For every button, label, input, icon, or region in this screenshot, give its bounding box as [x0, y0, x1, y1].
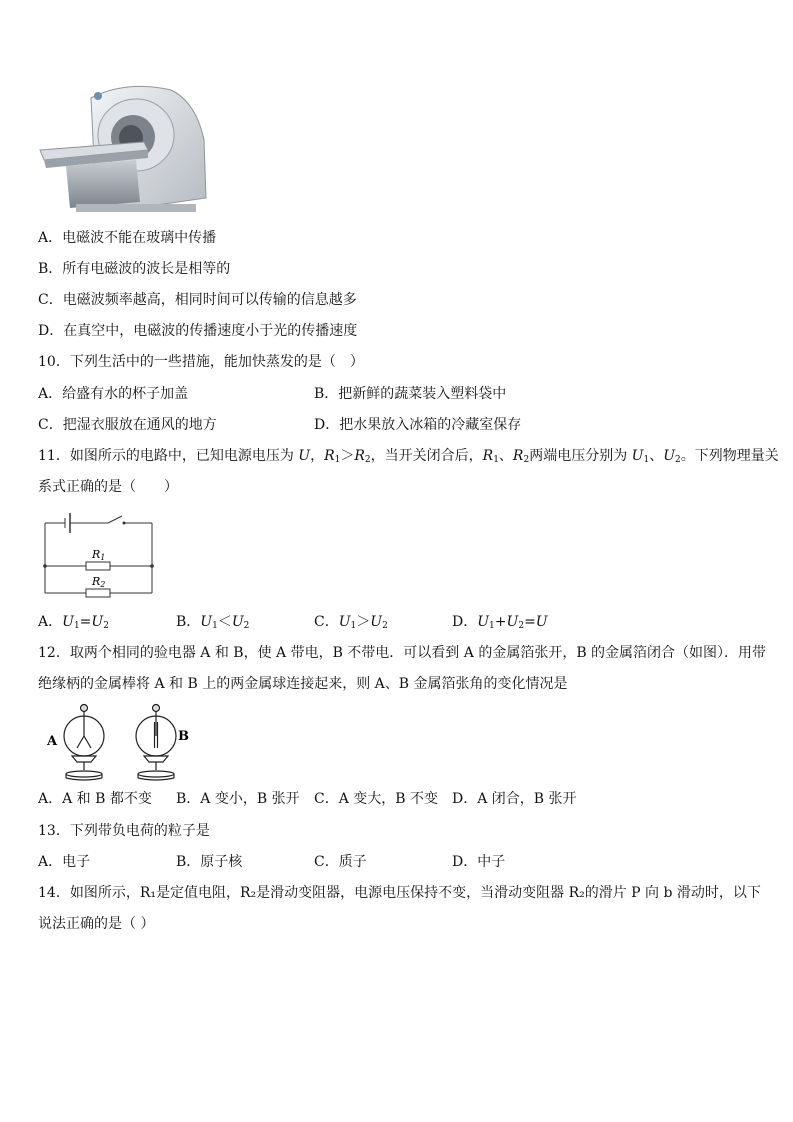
q9-option-d: D．在真空中，电磁波的传播速度小于光的传播速度 [38, 323, 358, 339]
q12-option-d: D．A 闭合，B 张开 [452, 791, 577, 807]
q11-option-a: A．$U_1=U_2$ [38, 614, 109, 631]
q12-electroscope-diagram [44, 702, 204, 784]
q13-option-b: B．原子核 [176, 854, 243, 870]
q13-option-d: D．中子 [452, 854, 506, 870]
q11-option-b: B．$U_1<U_2$ [176, 614, 250, 631]
q10-option-b: B．把新鲜的蔬菜装入塑料袋中 [314, 386, 507, 402]
q10-option-d: D．把水果放入冰箱的冷藏室保存 [314, 417, 522, 433]
q11-circuit-diagram [38, 508, 158, 600]
electroscope-b-label: B [178, 729, 189, 744]
q9-option-c: C．电磁波频率越高，相同时间可以传输的信息越多 [38, 292, 357, 308]
mri-scanner-image [36, 80, 211, 215]
q11-option-c: C．$U_1>U_2$ [314, 614, 388, 631]
electroscope-a-label: A [47, 734, 58, 749]
q10-option-c: C．把湿衣服放在通风的地方 [38, 417, 217, 433]
q11-stem-line2: 系式正确的是（ ） [38, 479, 178, 495]
q10-option-a: A．给盛有水的杯子加盖 [38, 386, 189, 402]
q11-stem: 11．如图所示的电路中，已知电源电压为 U，$R_1>R_2$，当开关闭合后，$R_1$、$R_2$两端电压分别为 $U_1$、$U_2$。下列物理量关 [38, 448, 779, 465]
q10-stem: 10．下列生活中的一些措施，能加快蒸发的是（ ） [38, 354, 364, 370]
q13-option-a: A．电子 [38, 854, 91, 870]
r1-label: R1 [92, 548, 106, 562]
q12-stem-line1: 12．取两个相同的验电器 A 和 B，使 A 带电，B 不带电．可以看到 A 的金属箔张开，B 的金属箔闭合（如图）．用带 [38, 645, 767, 661]
q12-option-a: A．A 和 B 都不变 [38, 791, 152, 807]
q9-option-b: B．所有电磁波的波长是相等的 [38, 261, 231, 277]
q13-stem: 13．下列带负电荷的粒子是 [38, 823, 210, 839]
q9-option-a: A．电磁波不能在玻璃中传播 [38, 230, 217, 246]
q12-option-c: C．A 变大，B 不变 [314, 791, 439, 807]
r2-label: R2 [92, 575, 106, 589]
q12-option-b: B．A 变小，B 张开 [176, 791, 300, 807]
q12-stem-line2: 绝缘柄的金属棒将 A 和 B 上的两金属球连接起来，则 A、B 金属箔张角的变化情况是 [38, 676, 568, 692]
q14-stem-line1: 14．如图所示，R₁是定值电阻，R₂是滑动变阻器，电源电压保持不变，当滑动变阻器 R₂的滑片 P 向 b 滑动时，以下 [38, 885, 761, 901]
q14-stem-line2: 说法正确的是（ ） [38, 916, 155, 932]
q11-option-d: D．$U_1+U_2=U$ [452, 614, 548, 631]
q13-option-c: C．质子 [314, 854, 367, 870]
